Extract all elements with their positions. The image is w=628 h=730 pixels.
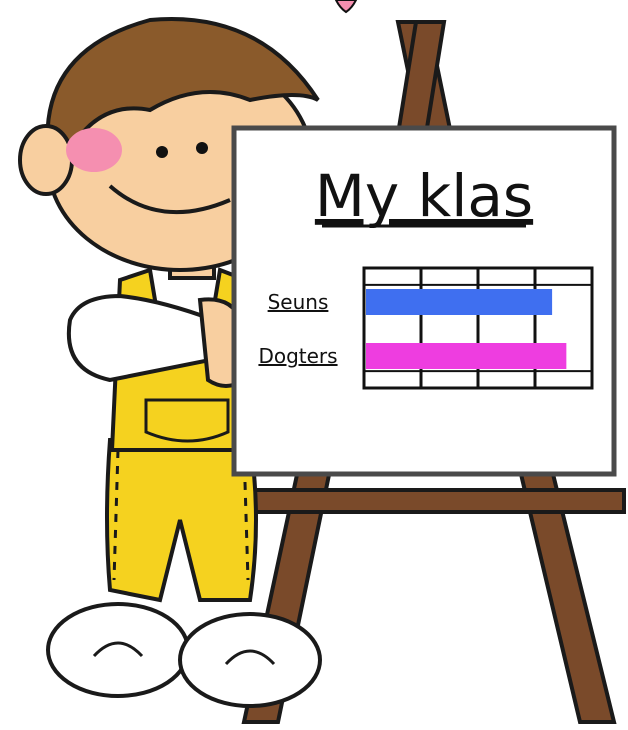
eye-left xyxy=(156,146,168,158)
overalls-pocket xyxy=(146,400,228,441)
easel-ledge xyxy=(222,490,624,512)
ear xyxy=(20,126,72,194)
board xyxy=(234,128,614,474)
chart-bar-seuns xyxy=(366,289,552,315)
heart-icon xyxy=(336,0,356,12)
cheek xyxy=(66,128,122,172)
shoe-right xyxy=(180,614,320,706)
chart-category-label-seuns: Seuns xyxy=(267,290,329,314)
shoe-left xyxy=(48,604,188,696)
chart-category-label-dogters: Dogters xyxy=(258,344,338,368)
chart-bar-dogters xyxy=(366,343,566,369)
eye-right xyxy=(196,142,208,154)
board-title: My klas xyxy=(314,162,534,230)
